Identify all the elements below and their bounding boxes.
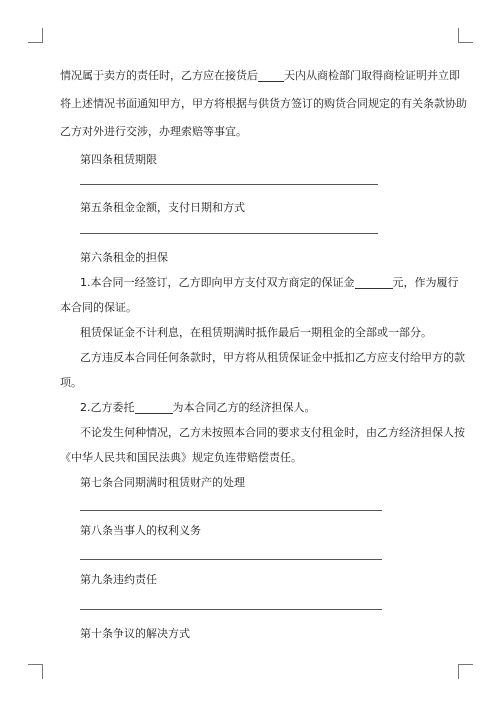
crop-mark-top-right xyxy=(458,28,473,43)
paragraph-line xyxy=(80,269,459,297)
article-4-heading: 第四条租赁期限 xyxy=(80,153,157,166)
paragraph-line: 乙方违反本合同任何条款时，甲方将从租赁保证金中抵扣乙方应支付给甲方的款 xyxy=(80,351,465,364)
paragraph-line: 《中华人民共和国民法典》规定负连带赔偿责任。 xyxy=(60,451,302,464)
article-8-heading: 第八条当事人的权利义务 xyxy=(80,524,201,537)
article-5-heading: 第五条租金金额，支付日期和方式 xyxy=(80,201,245,214)
paragraph-line xyxy=(60,62,460,90)
fill-in-line[interactable] xyxy=(80,609,382,610)
article-7-heading: 第七条合同期满时租赁财产的处理 xyxy=(80,476,245,489)
paragraph-line: 租赁保证金不计利息，在租赁期满时抵作最后一期租金的全部或一部分。 xyxy=(80,326,432,339)
text-segment: 情况属于卖方的责任时，乙方应在接货后 xyxy=(60,69,258,82)
crop-mark-top-left xyxy=(28,28,43,43)
paragraph-line: 将上述情况书面通知甲方，甲方将根据与供货方签订的购货合同规定的有关条款协助 xyxy=(60,97,467,110)
paragraph-line: 本合同的保证。 xyxy=(60,301,137,314)
article-9-heading: 第九条违约责任 xyxy=(80,573,157,586)
fill-in-line[interactable] xyxy=(80,510,382,511)
text-segment: 1.本合同一经签订，乙方即向甲方支付双方商定的保证金 xyxy=(80,276,355,289)
fill-in-line[interactable] xyxy=(80,233,378,234)
fill-in-blank[interactable] xyxy=(135,399,173,414)
text-segment: 元，作为履行 xyxy=(392,276,459,289)
text-segment: 为本合同乙方的经济担保人。 xyxy=(172,401,316,414)
paragraph-line: 项。 xyxy=(60,376,82,389)
text-segment: 天内从商检部门取得商检证明并立即 xyxy=(284,69,460,82)
fill-in-line[interactable] xyxy=(80,559,382,560)
article-10-heading: 第十条争议的解决方式 xyxy=(80,627,190,640)
paragraph-line: 不论发生何种情况，乙方未按照本合同的要求支付租金时，由乙方经济担保人按 xyxy=(80,426,465,439)
text-segment: 2.乙方委托 xyxy=(80,401,135,414)
paragraph-line xyxy=(80,394,440,422)
fill-in-line[interactable] xyxy=(80,184,378,185)
crop-mark-bottom-right xyxy=(458,664,473,679)
crop-mark-bottom-left xyxy=(28,664,43,679)
paragraph-line: 乙方对外进行交涉，办理索赔等事宜。 xyxy=(60,125,247,138)
fill-in-blank[interactable] xyxy=(355,274,393,289)
fill-in-blank[interactable] xyxy=(258,67,284,82)
article-6-heading: 第六条租金的担保 xyxy=(80,251,168,264)
